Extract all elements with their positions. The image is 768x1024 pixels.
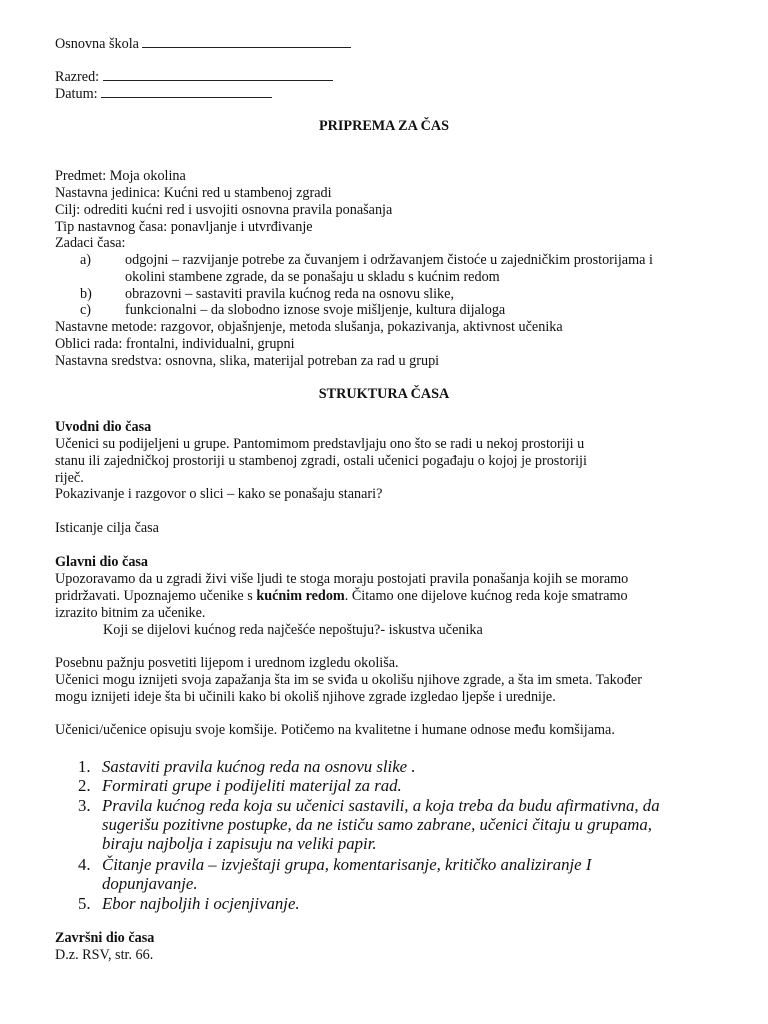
methods-line: Nastavne metode: razgovor, objašnjenje, metoda slušanja, pokazivanja, aktivnost učenika [55,319,563,335]
class-label: Razred: [55,69,100,85]
subject-line: Predmet: Moja okolina [55,168,186,184]
question-line: Koji se dijelovi kućnog reda najčešće nepoštuju?- iskustva učenika [103,622,483,638]
intro-line: Učenici su podijeljeni u grupe. Pantomimom predstavljaju ono što se radi u nekoj prostoriji u [55,436,585,452]
lesson-type-line: Tip nastavnog časa: ponavljanje i utvrđivanje [55,219,313,235]
step-text: Formirati grupe i podijeliti materijal za rad. [102,776,402,795]
main-heading: Glavni dio časa [55,554,149,570]
step-number: 3. [78,796,91,815]
final-heading: Završni dio časa [55,930,155,946]
neighbors-line: Učenici/učenice opisuju svoje komšije. Potičemo na kvalitetne i humane odnose među komšijama. [55,722,615,738]
resources-line: Nastavna sredstva: osnovna, slika, materijal potreban za rad u grupi [55,353,440,369]
step-text: Pravila kućnog reda koja su učenici sastavili, a koja treba da budu afirmativna, da [102,796,660,815]
goal-line: Cilj: odrediti kućni red i usvojiti osnovna pravila ponašanja [55,202,393,218]
school-field [55,35,351,53]
task-text: funkcionalni – da slobodno iznose svoje mišljenje, kultura dijaloga [125,302,506,318]
main-line-end: . Čitamo one dijelove kućnog reda koje smatramo [344,588,628,604]
homework-line: D.z. RSV, str. 66. [55,947,154,963]
step-text: Sastaviti pravila kućnog reda na osnovu slike . [102,757,416,776]
step-number: 2. [78,776,91,795]
step-text: Čitanje pravila – izvještaji grupa, komentarisanje, kritičko analiziranje I [102,855,592,874]
step-number: 5. [78,894,91,913]
step-text: biraju najbolja i zapisuju na veliki papir. [102,834,377,853]
date-label: Datum: [55,86,98,102]
unit-line: Nastavna jedinica: Kućni red u stambenoj zgradi [55,185,332,201]
tasks-label: Zadaci časa: [55,235,126,251]
intro-heading: Uvodni dio časa [55,419,152,435]
date-blank-line [101,85,272,98]
task-text: obrazovni – sastaviti pravila kućnog reda na osnovu slike, [125,286,454,302]
structure-title: STRUKTURA ČASA [318,386,450,402]
class-blank-line [103,68,333,81]
task-label: a) [80,252,92,268]
main-line: izrazito bitnim za učenike. [55,605,206,621]
main-line [55,588,628,605]
task-text: okolini stambene zgrade, da se ponašaju u skladu s kućnim redom [125,269,500,285]
page-title: PRIPREMA ZA ČAS [318,118,450,134]
intro-line: riječ. [55,470,84,486]
house-rules-emphasis: kućnim redom [256,588,345,604]
date-field [55,85,272,103]
main-line-start: pridržavati. Upoznajemo učenike s [55,588,253,604]
paragraph-line: mogu iznijeti ideje šta bi učinili kako bi okoliš njihove zgrade izgledao ljepše i urednije. [55,689,556,705]
paragraph-line: Učenici mogu iznijeti svoja zapažanja šta im se sviđa u okolišu njihove zgrade, a šta im smeta. Također [55,672,642,688]
intro-line: Pokazivanje i razgovor o slici – kako se ponašaju stanari? [55,486,383,502]
school-blank-line [142,35,351,48]
forms-line: Oblici rada: frontalni, individualni, grupni [55,336,295,352]
step-text: sugerišu pozitivne postupke, da ne ističu samo zabrane, učenici čitaju u grupama, [102,815,652,834]
class-field [55,68,333,86]
goal-statement: Isticanje cilja časa [55,520,159,536]
step-text: dopunjavanje. [102,874,198,893]
step-number: 1. [78,757,91,776]
school-label: Osnovna škola [55,36,139,52]
main-line: Upozoravamo da u zgradi živi više ljudi te stoga moraju postojati pravila ponašanja kojih se moramo [55,571,629,587]
task-text: odgojni – razvijanje potrebe za čuvanjem i održavanjem čistoće u zajedničkim prostorijama i [125,252,653,268]
task-label: c) [80,302,92,318]
paragraph-line: Posebnu pažnju posvetiti lijepom i urednom izgledu okoliša. [55,655,399,671]
step-number: 4. [78,855,91,874]
task-label: b) [80,286,92,302]
step-text: Ebor najboljih i ocjenjivanje. [102,894,300,913]
intro-line: stanu ili zajedničkoj prostoriji u stambenoj zgradi, ostali učenici pogađaju o kojoj je prostoriji [55,453,587,469]
